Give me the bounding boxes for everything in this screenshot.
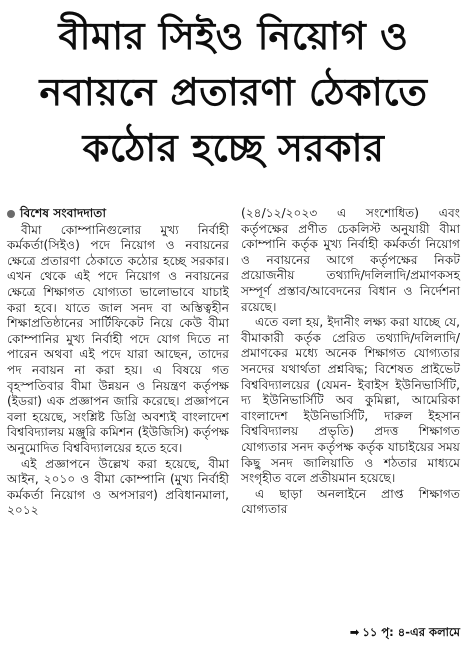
byline-text: বিশেষ সংবাদদাতা [20,206,106,220]
headline-line-2: নবায়নে প্রতারণা ঠেকাতে [39,70,428,114]
paragraph: এতে বলা হয়, ইদানীং লক্ষ্য করা যাচ্ছে যে, বীমাকারী কর্তৃক প্রেরিত তথ্যাদি/দলিলাদি/প্রমাণকের মধ্যে অনেক শিক্ষাগত যোগ্যতার সনদের যথার্থতা প্রশ্নবিদ্ধ; বিশেষত প্রাইভেট বিশ্ববিদ্যালয়ের (যেমন- ইবাইস ইউনিভার্সিটি, দ্য ইউনিভার্সিটি অব কুমিল্লা, আমেরিকা বাংলাদেশ ইউনিভার্সিটি, দারুল ইহসান বিশ্ববিদ্যালয় প্রভৃতি) প্রদত্ত শিক্ষাগত যোগ্যতার সনদ কর্তৃপক্ষ কর্তৃক যাচাইয়ের সময় কিছু সনদ জালিয়াতি ও শঠতার মাধ্যমে সংগৃহীত বলে প্রতীয়মান হয়েছে। [241,315,460,486]
arrow-right-icon: ➡ [349,625,360,639]
headline [0,8,467,176]
continuation-reference [308,624,460,643]
paragraph: বীমা কোম্পানিগুলোর মুখ্য নির্বাহী কর্মকর্তা(সিইও) পদে নিয়োগ ও নবায়নের ক্ষেত্রে প্রতারণা ঠেকাতে কঠোর হচ্ছে সরকার। এখন থেকে এই পদে নিয়োগ ও নবায়নের ক্ষেত্রে শিক্ষাগত যোগ্যতা ভালোভাবে যাচাই করা হবে। যাতে জাল সনদ বা অস্তিত্বহীন শিক্ষাপ্রতিষ্ঠানের সার্টিফিকেট নিয়ে কেউ বীমা কোম্পানির মুখ্য নির্বাহী পদে যোগ দিতে না পারেন অথবা এই পদে যারা আছেন, তাদের পদ নবায়ন না করা হয়। এ বিষয়ে গত বৃহস্পতিবার বীমা উন্নয়ন ও নিয়ন্ত্রণ কর্তৃপক্ষ (ইডরা) এক প্রজ্ঞাপন জারি করেছে। প্রজ্ঞাপনে বলা হয়েছে, সংশ্লিষ্ট ডিগ্রি অবশ্যই বাংলাদেশ বিশ্ববিদ্যালয় মঞ্জুরি কমিশন (ইউজিসি) কর্তৃপক্ষ অনুমোদিত বিশ্ববিদ্যালয়ের হতে হবে। [7,222,229,455]
headline-line-1: বীমার সিইও নিয়োগ ও [58,14,409,58]
paragraph: এই প্রজ্ঞাপনে উল্লেখ করা হয়েছে, বীমা আইন, ২০১০ ও বীমা কোম্পানি (মুখ্য নির্বাহী কর্মকর্তা নিয়োগ ও অপসারণ) প্রবিধানমালা, ২০১২ [7,456,229,518]
continuation-text: ১১ পৃ: ৪-এর কলামে [362,625,460,639]
bullet-icon [7,210,15,218]
article-column-right [241,206,460,518]
paragraph: এ ছাড়া অনলাইনে প্রাপ্ত শিক্ষাগত যোগ্যতার [241,486,460,517]
headline-line-3: কঠোর হচ্ছে সরকার [82,126,385,170]
paragraph: (২৪/১২/২০২৩ এ সংশোধিত) এবং কর্তৃপক্ষের প্রণীত চেকলিস্ট অনুযায়ী বীমা কোম্পানি কর্তৃক মুখ্য নির্বাহী কর্মকর্তা নিয়োগ ও নবায়নের আগে কর্তৃপক্ষের নিকট প্রয়োজনীয় তথ্যাদি/দলিলাদি/প্রমাণকসহ সম্পূর্ণ প্রস্তাব/আবেদনের বিধান ও নির্দেশনা রয়েছে। [241,206,460,314]
byline [7,206,229,222]
article-column-left [7,206,229,519]
